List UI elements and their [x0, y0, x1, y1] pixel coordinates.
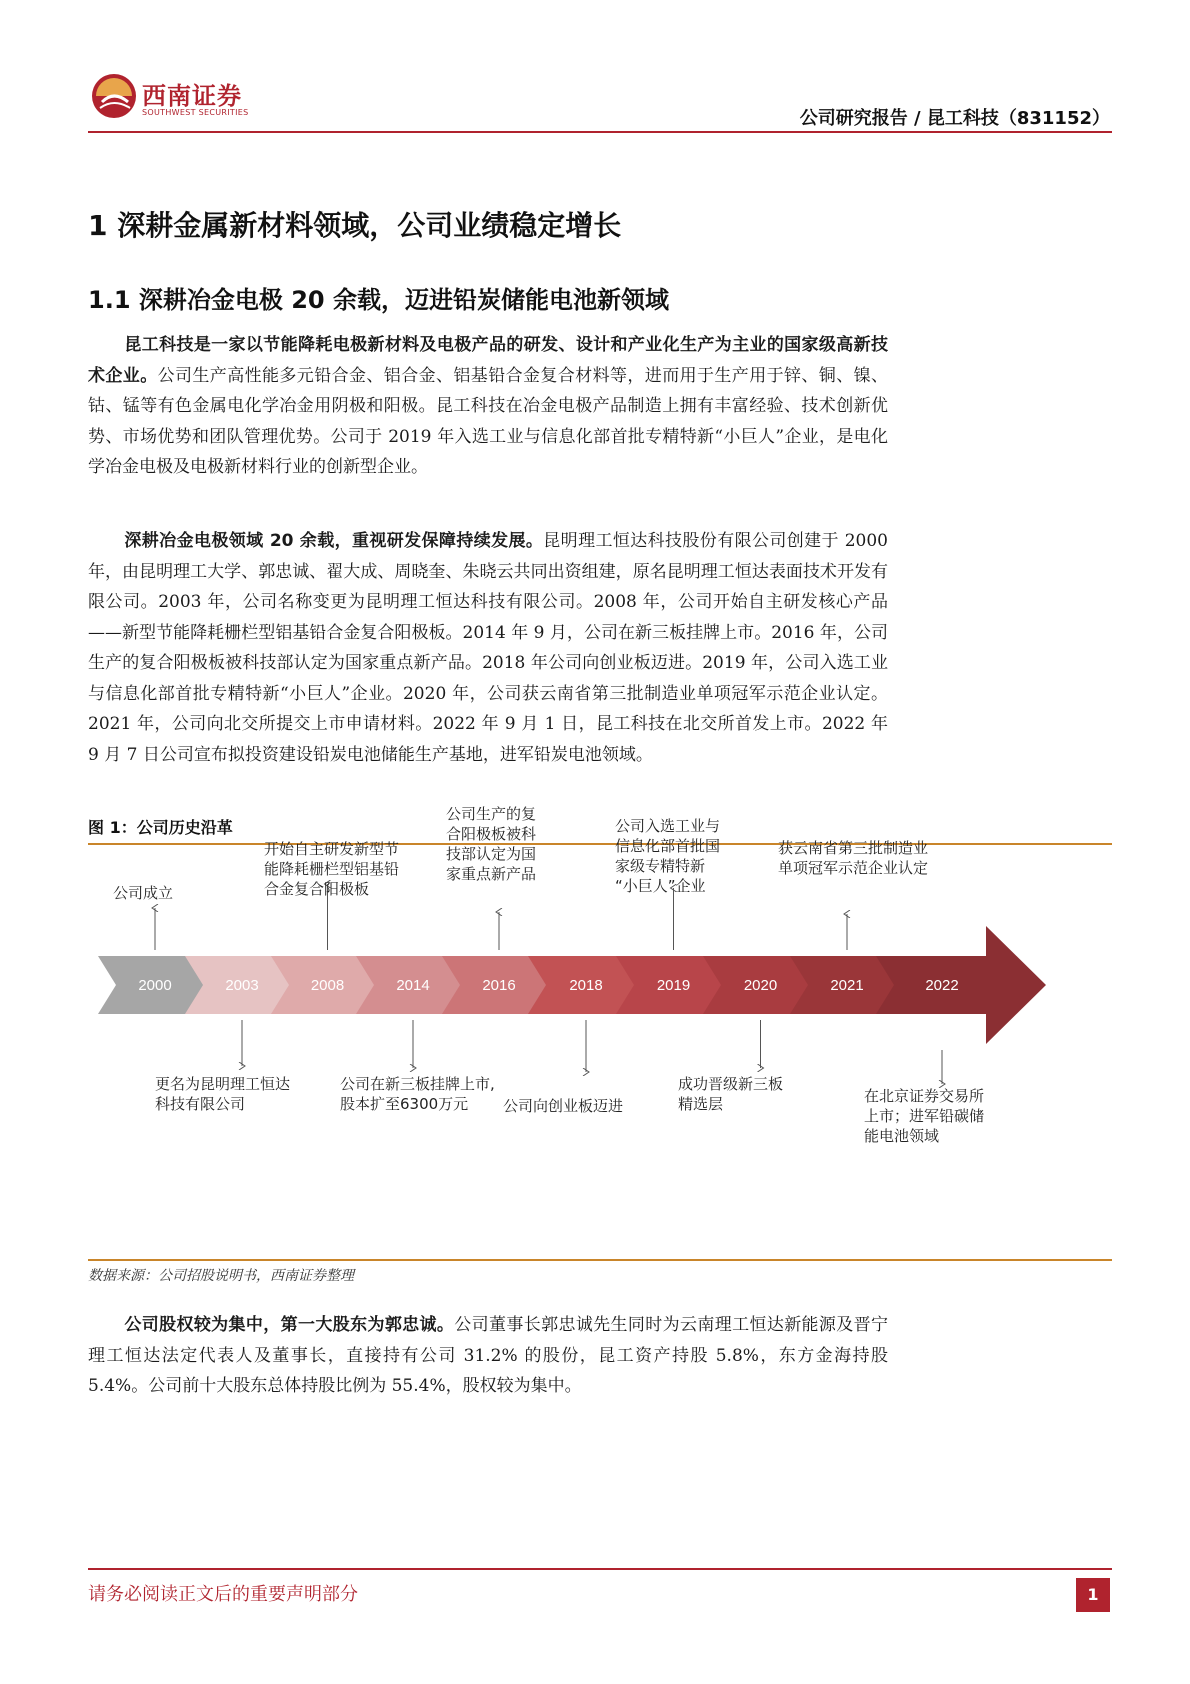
- company-logo: [90, 70, 260, 126]
- paragraph-shareholders: [88, 1310, 888, 1402]
- timeline-year-label: 2021: [830, 977, 864, 994]
- timeline-year-label: 2018: [569, 977, 603, 994]
- timeline-year-label: 2019: [656, 977, 691, 994]
- timeline-event-top: “小巨人”企业: [615, 877, 706, 895]
- figure-caption: 图 1：公司历史沿革: [88, 818, 233, 837]
- timeline-event-bottom: 在北京证券交易所: [864, 1087, 985, 1105]
- timeline-event-top: 能降耗栅栏型铝基铅: [264, 860, 400, 878]
- subsection-heading: 1.1 深耕冶金电极 20 余载，迈进铅炭储能电池新领域: [88, 286, 669, 314]
- paragraph-body: 公司生产高性能多元铅合金、铝合金、铝基铅合金复合材料等，进而用于生产用于锌、铜、镍、钴、锰等有色金属电化学冶金用阴极和阳极。昆工科技在冶金电极产品制造上拥有丰富经验、技术创新优势、市场优势和团队管理优势。公司于 2019 年入选工业与信息化部首批专精特新“小巨人”企业，是电化学冶金电极及电极新材料行业的创新型企业。: [88, 365, 889, 477]
- timeline-year-label: 2003: [225, 977, 259, 994]
- report-title: 公司研究报告 / 昆工科技（831152）: [799, 108, 1110, 129]
- paragraph-lead: 昆工科技是一家以节能降耗电极新材料及电极产品的研发、设计和产业化生产为主业的国家级高新技术企业。: [88, 335, 888, 386]
- figure-top-rule: [88, 843, 1112, 845]
- timeline-event-top: 合阳极板被科: [446, 825, 537, 843]
- timeline-year-label: 2022: [925, 977, 959, 994]
- timeline-event-bottom: 更名为昆明理工恒达: [155, 1075, 291, 1093]
- logo-text-cn: 西南证券: [142, 81, 242, 110]
- logo-text-en: SOUTHWEST SECURITIES: [142, 108, 249, 117]
- timeline-event-top: 合金复合阳极板: [264, 880, 370, 898]
- paragraph-lead: 公司股权较为集中，第一大股东为郭忠诚。: [124, 1315, 455, 1335]
- timeline-year-label: 2020: [743, 977, 778, 994]
- paragraph-lead: 深耕冶金电极领域 20 余载，重视研发保障持续发展。: [124, 531, 544, 551]
- timeline-event-bottom: 精选层: [678, 1095, 724, 1113]
- timeline-event-bottom: 成功晋级新三板: [678, 1075, 784, 1093]
- section-heading: 1 深耕金属新材料领域，公司业绩稳定增长: [88, 209, 622, 242]
- timeline-event-top: 单项冠军示范企业认定: [778, 859, 929, 877]
- timeline-chevron-2022: [876, 926, 1046, 1044]
- figure-source: 数据来源：公司招股说明书，西南证券整理: [88, 1268, 354, 1284]
- timeline-event-top: 信息化部首批国: [615, 837, 721, 855]
- timeline-year-label: 2016: [482, 977, 516, 994]
- timeline-event-top: 家级专精特新: [615, 857, 706, 875]
- timeline-year-label: 2008: [310, 977, 345, 994]
- paragraph-body: 公司董事长郭忠诚先生同时为云南理工恒达新能源及晋宁理工恒达法定代表人及董事长，直接持有公司 31.2% 的股份，昆工资产持股 5.8%，东方金海持股 5.4%。公司前十大股东总体持股比例为 55.4%，股权较为集中。: [88, 1315, 889, 1396]
- paragraph-history: [88, 526, 888, 770]
- timeline-event-top: 开始自主研发新型节: [264, 840, 400, 858]
- figure-bottom-rule: [88, 1259, 1112, 1261]
- timeline-event-top: 公司生产的复: [446, 805, 537, 823]
- logo-emblem-icon: [90, 72, 138, 120]
- page-number: 1: [1076, 1578, 1110, 1612]
- timeline-event-top: 技部认定为国: [446, 845, 537, 863]
- header-divider: [88, 131, 1112, 133]
- footer-disclaimer: 请务必阅读正文后的重要声明部分: [88, 1584, 358, 1605]
- timeline-event-bottom: 股本扩至6300万元: [340, 1095, 469, 1113]
- timeline-event-bottom: 上市；进军铅碳储: [864, 1107, 985, 1125]
- timeline-event-bottom: 公司在新三板挂牌上市,: [340, 1075, 495, 1093]
- timeline-event-bottom: 能电池领域: [864, 1127, 940, 1145]
- timeline-year-label: 2014: [396, 977, 430, 994]
- footer-divider: [88, 1568, 1112, 1570]
- timeline-event-top: 获云南省第三批制造业: [778, 839, 929, 857]
- timeline-event-bottom: 科技有限公司: [155, 1095, 246, 1113]
- timeline-event-bottom: 公司向创业板迈进: [503, 1097, 624, 1115]
- timeline-event-top: 家重点新产品: [446, 865, 537, 883]
- paragraph-body: 昆明理工恒达科技股份有限公司创建于 2000 年，由昆明理工大学、郭忠诚、翟大成、周晓奎、朱晓云共同出资组建，原名昆明理工恒达表面技术开发有限公司。2003 年，公司名称变更为昆明理工恒达科技有限公司。2008 年，公司开始自主研发核心产品——新型节能降耗栅栏型铝基铅合金复合阳极板。2014 年 9 月，公司在新三板挂牌上市。2016 年，公司生产的复合阳极板被科技部认定为国家重点新产品。2018 年公司向创业板迈进。2019 年，公司入选工业与信息化部首批专精特新“小巨人”企业。2020 年，公司获云南省第三批制造业单项冠军示范企业认定。2021 年，公司向北交所提交上市申请材料。2022 年 9 月 1 日，昆工科技在北交所首发上市。2022 年 9 月 7 日公司宣布拟投资建设铅炭电池储能生产基地，进军铅炭电池领域。: [88, 531, 888, 765]
- timeline-event-top: 公司入选工业与: [615, 817, 721, 835]
- paragraph-company-intro: [88, 330, 888, 483]
- timeline-event-top: 公司成立: [113, 884, 174, 902]
- timeline-year-label: 2000: [138, 977, 172, 994]
